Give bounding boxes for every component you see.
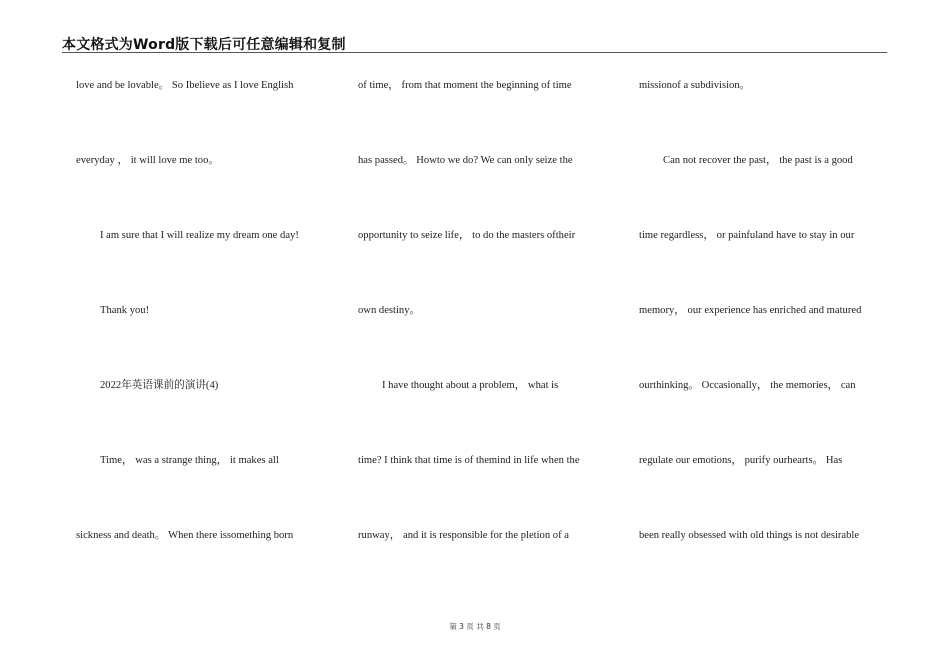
text-line: I am sure that I will realize my dream one day! [100,230,299,241]
text-line: regulate our emotions， purify ourhearts。 Has [639,455,843,466]
text-line: time regardless， or painfuland have to stay in our [639,230,855,241]
text-line: been really obsessed with old things is not desirable [639,530,860,541]
text-line: memory， our experience has enriched and matured [639,305,862,316]
text-line: has passed。 Howto we do? We can only seize the [358,155,573,166]
section-heading: 2022年英语课前的演讲(4) [100,380,219,391]
text-line: missionof a subdivision。 [639,80,751,91]
text-line: opportunity to seize life， to do the masters oftheir [358,230,576,241]
text-line: of time， from that moment the beginning of time [358,80,572,91]
page-number-footer: 第 3 页 共 8 页 [449,622,501,631]
header-divider [62,52,887,53]
text-line: Time， was a strange thing， it makes all [100,455,279,466]
document-header-title: 本文格式为Word版下载后可任意编辑和复制 [62,37,346,53]
text-line: sickness and death。 When there issomething born [76,530,294,541]
text-line: everyday ， it will love me too。 [76,155,219,166]
text-line: Can not recover the past， the past is a good [663,155,853,166]
text-line: Thank you! [100,305,150,316]
text-line: time? I think that time is of themind in life when the [358,455,580,466]
text-line: runway， and it is responsible for the pletion of a [358,530,569,541]
text-line: own destiny。 [358,305,421,316]
text-line: ourthinking。 Occasionally， the memories， can [639,380,856,391]
text-line: love and be lovable。 So Ibelieve as I love English [76,80,294,91]
text-line: I have thought about a problem， what is [382,380,559,391]
